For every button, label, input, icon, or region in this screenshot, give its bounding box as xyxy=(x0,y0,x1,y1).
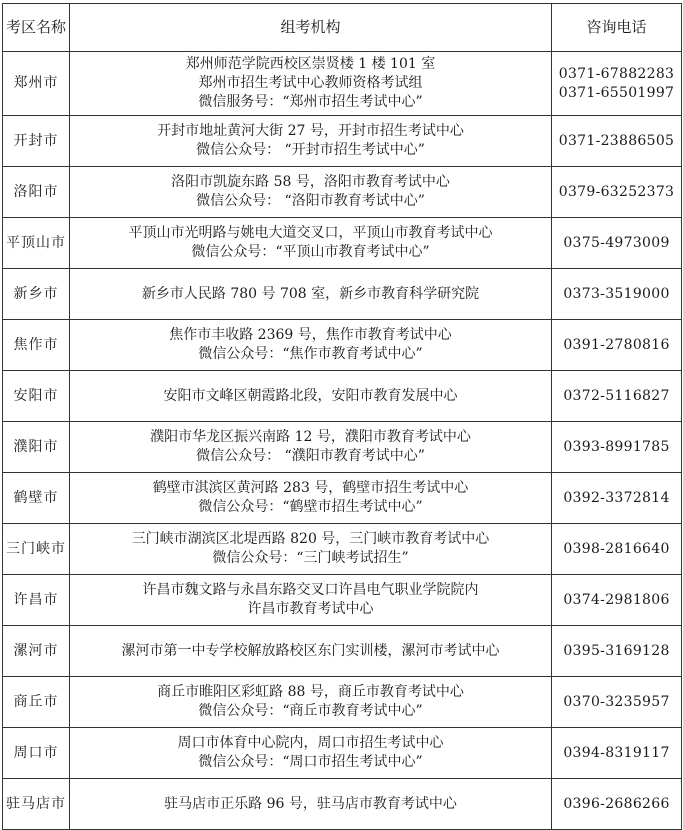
org-cell xyxy=(70,626,552,677)
org-line: 商丘市睢阳区彩虹路 88 号，商丘市教育考试中心 xyxy=(157,684,464,700)
phone-cell xyxy=(552,779,682,830)
org-line: 安阳市文峰区朝霞路北段，安阳市教育发展中心 xyxy=(163,387,458,404)
phone-number: 0371-65501997 xyxy=(558,84,675,101)
table-row xyxy=(3,575,682,626)
region-cell: 焦作市 xyxy=(3,320,70,371)
phone-number: 0379-63252373 xyxy=(558,183,675,200)
org-cell xyxy=(70,575,552,626)
region-cell: 漯河市 xyxy=(3,626,70,677)
org-line: 微信公众号：“周口市招生考试中心” xyxy=(198,754,423,770)
phone-cell xyxy=(552,677,682,728)
phone-number: 0396-2686266 xyxy=(563,795,670,812)
org-cell xyxy=(70,116,552,167)
org-line: 驻马店市正乐路 96 号，驻马店市教育考试中心 xyxy=(164,795,457,812)
org-line: 郑州市招生考试中心教师资格考试组 xyxy=(198,75,423,91)
org-line: 鹤壁市淇滨区黄河路 283 号，鹤壁市招生考试中心 xyxy=(152,480,469,496)
org-line: 微信公众号：“商丘市教育考试中心” xyxy=(198,703,423,719)
region-cell: 安阳市 xyxy=(3,371,70,422)
org-line: 微信公众号： “濮阳市教育考试中心” xyxy=(196,448,425,464)
phone-cell xyxy=(552,269,682,320)
phone-number: 0371-67882283 xyxy=(558,65,675,82)
org-line: 三门峡市湖滨区北堤西路 820 号，三门峡市教育考试中心 xyxy=(131,531,490,547)
table-row xyxy=(3,677,682,728)
phone-cell xyxy=(552,524,682,575)
region-cell: 周口市 xyxy=(3,728,70,779)
table-row xyxy=(3,422,682,473)
phone-number: 0395-3169128 xyxy=(563,642,670,659)
phone-number: 0375-4973009 xyxy=(563,234,670,251)
phone-number: 0371-23886505 xyxy=(558,132,675,149)
phone-cell xyxy=(552,52,682,116)
region-cell: 三门峡市 xyxy=(3,524,70,575)
region-cell: 平顶山市 xyxy=(3,218,70,269)
org-line: 周口市体育中心院内，周口市招生考试中心 xyxy=(177,735,444,751)
org-cell xyxy=(70,422,552,473)
org-cell xyxy=(70,728,552,779)
header-org: 组考机构 xyxy=(70,4,552,52)
org-cell xyxy=(70,167,552,218)
phone-cell xyxy=(552,575,682,626)
phone-number: 0392-3372814 xyxy=(563,489,670,506)
region-cell: 开封市 xyxy=(3,116,70,167)
org-line: 微信公众号：“平顶山市教育考试中心” xyxy=(191,244,430,260)
org-line: 许昌市魏文路与永昌东路交叉口许昌电气职业学院院内 xyxy=(142,582,479,598)
org-line: 平顶山市光明路与姚电大道交叉口，平顶山市教育考试中心 xyxy=(128,225,493,241)
table-row xyxy=(3,524,682,575)
table-row xyxy=(3,779,682,830)
org-line: 开封市地址黄河大街 27 号，开封市招生考试中心 xyxy=(157,123,464,139)
org-cell xyxy=(70,473,552,524)
org-line: 微信公众号：“焦作市教育考试中心” xyxy=(198,346,423,362)
phone-number: 0373-3519000 xyxy=(563,285,670,302)
phone-cell xyxy=(552,422,682,473)
org-cell xyxy=(70,320,552,371)
phone-number: 0372-5116827 xyxy=(563,387,670,404)
table-row xyxy=(3,320,682,371)
org-line: 郑州师范学院西校区崇贤楼 1 楼 101 室 xyxy=(185,56,436,72)
region-cell: 濮阳市 xyxy=(3,422,70,473)
table-row xyxy=(3,269,682,320)
org-cell xyxy=(70,524,552,575)
org-line: 微信公众号： “洛阳市教育考试中心” xyxy=(196,193,425,209)
phone-number: 0391-2780816 xyxy=(563,336,670,353)
phone-cell xyxy=(552,728,682,779)
phone-number: 0370-3235957 xyxy=(563,693,670,710)
table-row xyxy=(3,473,682,524)
org-line: 微信公众号：“三门峡考试招生” xyxy=(212,550,409,566)
header-region: 考区名称 xyxy=(3,4,70,52)
org-cell xyxy=(70,371,552,422)
org-line: 漯河市第一中专学校解放路校区东门实训楼，漯河市考试中心 xyxy=(121,642,500,659)
phone-number: 0394-8319117 xyxy=(563,744,670,761)
table-header-row xyxy=(3,4,682,52)
org-line: 洛阳市凯旋东路 58 号，洛阳市教育考试中心 xyxy=(171,174,450,190)
phone-cell xyxy=(552,320,682,371)
table-row xyxy=(3,52,682,116)
table-row xyxy=(3,626,682,677)
region-cell: 许昌市 xyxy=(3,575,70,626)
org-line: 焦作市丰收路 2369 号，焦作市教育考试中心 xyxy=(169,327,452,343)
org-cell xyxy=(70,269,552,320)
header-phone: 咨询电话 xyxy=(552,4,682,52)
phone-number: 0374-2981806 xyxy=(563,591,670,608)
phone-cell xyxy=(552,167,682,218)
phone-cell xyxy=(552,626,682,677)
region-cell: 驻马店市 xyxy=(3,779,70,830)
table-row xyxy=(3,728,682,779)
org-cell xyxy=(70,677,552,728)
phone-cell xyxy=(552,116,682,167)
region-cell: 鹤壁市 xyxy=(3,473,70,524)
region-cell: 新乡市 xyxy=(3,269,70,320)
org-cell xyxy=(70,52,552,116)
region-cell: 郑州市 xyxy=(3,52,70,116)
region-cell: 洛阳市 xyxy=(3,167,70,218)
phone-cell xyxy=(552,218,682,269)
org-line: 微信公众号： “开封市招生考试中心” xyxy=(196,142,425,158)
exam-office-table xyxy=(2,3,682,830)
phone-cell xyxy=(552,473,682,524)
org-line: 许昌市教育考试中心 xyxy=(247,601,374,617)
org-line: 新乡市人民路 780 号 708 室，新乡市教育科学研究院 xyxy=(141,285,480,302)
table-row xyxy=(3,218,682,269)
table-row xyxy=(3,116,682,167)
phone-number: 0393-8991785 xyxy=(563,438,670,455)
phone-number: 0398-2816640 xyxy=(563,540,670,557)
table-row xyxy=(3,167,682,218)
table-row xyxy=(3,371,682,422)
org-line: 微信公众号：“鹤壁市招生考试中心” xyxy=(198,499,423,515)
org-cell xyxy=(70,779,552,830)
org-cell xyxy=(70,218,552,269)
org-line: 濮阳市华龙区振兴南路 12 号，濮阳市教育考试中心 xyxy=(150,429,471,445)
region-cell: 商丘市 xyxy=(3,677,70,728)
phone-cell xyxy=(552,371,682,422)
org-line: 微信服务号：“郑州市招生考试中心” xyxy=(198,94,423,110)
